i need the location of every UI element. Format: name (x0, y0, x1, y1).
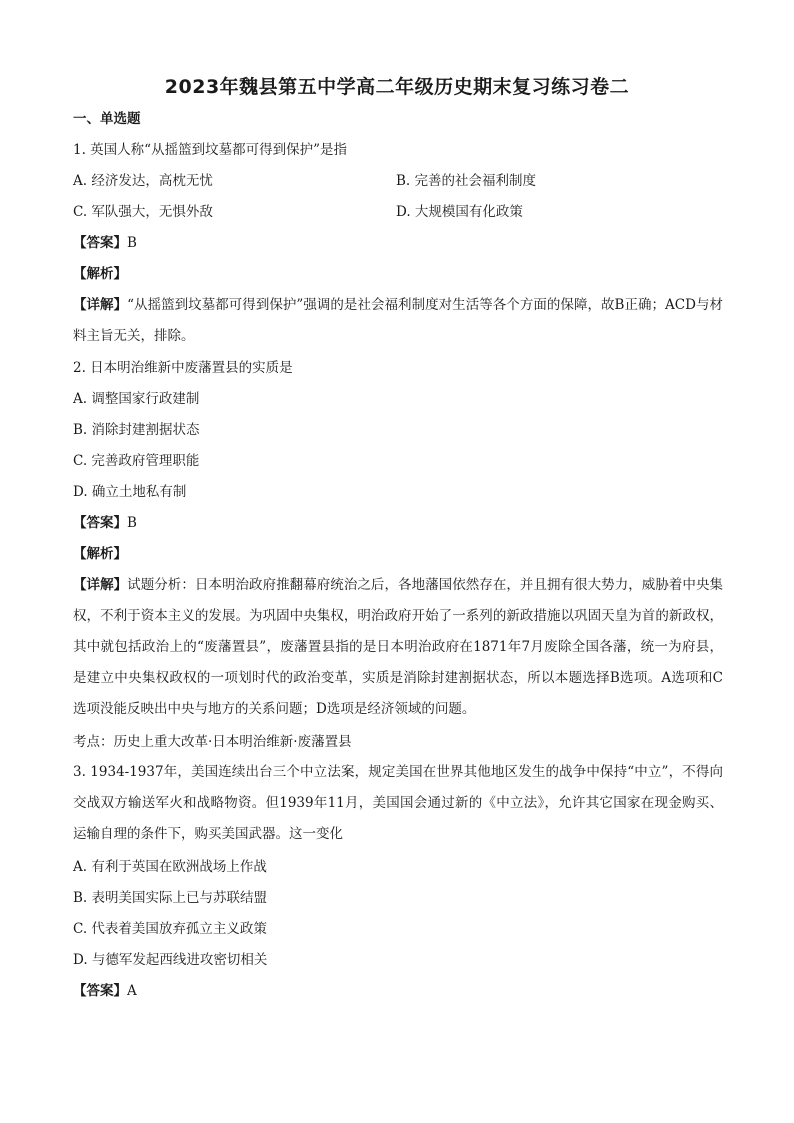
question-1-option-b: B. 完善的社会福利制度 (396, 173, 537, 189)
detail-text: 试题分析：日本明治政府推翻幕府统治之后，各地藩国依然存在，并且拥有很大势力，威胁着中央集权，不利于资本主义的发展。为巩固中央集权，明治政府开始了一系列的新政措施以巩固天皇为首的新政权，其中就包括政治上的“废藩置县”，废藩置县指的是日本明治政府在1871年7月废除全国各藩，统一为府县，是建立中央集权政权的一项划时代的政治变革，实质是消除封建割据状态，所以本题选择B选项。A选项和C选项没能反映出中央与地方的关系问题；D选项是经济领域的问题。 (73, 577, 724, 717)
question-2-stem: 2. 日本明治维新中废藩置县的实质是 (73, 360, 293, 376)
answer-value: B (127, 515, 137, 531)
answer-tag: 【答案】 (73, 515, 127, 531)
question-1-option-d: D. 大规模国有化政策 (396, 204, 523, 220)
question-2-option-d: D. 确立土地私有制 (73, 484, 187, 500)
question-2-option-a: A. 调整国家行政建制 (73, 391, 200, 407)
question-1-answer (73, 233, 137, 253)
page-title: 2023年魏县第五中学高二年级历史期末复习练习卷二 (164, 76, 630, 98)
detail-tag: 【详解】 (73, 577, 128, 593)
question-1-stem: 1. 英国人称“从摇篮到坟墓都可得到保护”是指 (73, 142, 347, 158)
answer-tag: 【答案】 (73, 235, 127, 251)
question-1-option-a: A. 经济发达，高枕无忧 (73, 173, 213, 189)
question-3-option-d: D. 与德军发起西线进攻密切相关 (73, 952, 268, 968)
question-1-detail (73, 290, 723, 352)
question-2-analysis-tag: 【解析】 (73, 546, 127, 562)
question-2-option-b: B. 消除封建割据状态 (73, 422, 200, 438)
answer-value: B (127, 235, 137, 251)
answer-value: A (127, 983, 137, 999)
question-1-option-c: C. 军队强大，无惧外敌 (73, 204, 213, 220)
question-3-option-b: B. 表明美国实际上已与苏联结盟 (73, 890, 268, 906)
section-heading: 一、单选题 (73, 111, 141, 127)
question-2-option-c: C. 完善政府管理职能 (73, 453, 200, 469)
detail-text: “从摇篮到坟墓都可得到保护”强调的是社会福利制度对生活等各个方面的保障，故B正确；ACD与材料主旨无关，排除。 (73, 297, 724, 344)
question-2-note: 考点：历史上重大改革·日本明治维新·废藩置县 (73, 734, 352, 750)
question-2-detail (73, 570, 723, 725)
answer-tag: 【答案】 (73, 983, 127, 999)
question-3-answer (73, 981, 137, 1001)
question-3-option-c: C. 代表着美国放弃孤立主义政策 (73, 921, 267, 937)
question-1-analysis-tag: 【解析】 (73, 266, 127, 282)
detail-tag: 【详解】 (73, 297, 128, 313)
question-3-stem: 3. 1934-1937年，美国连续出台三个中立法案，规定美国在世界其他地区发生的战争中保持“中立”，不得向交战双方输送军火和战略物资。但1939年11月，美国国会通过新的《中立法》，允许其它国家在现金购买、运输自理的条件下，购买美国武器。这一变化 (73, 764, 723, 842)
question-2-answer (73, 513, 137, 533)
question-3-option-a: A. 有利于英国在欧洲战场上作战 (73, 859, 267, 875)
